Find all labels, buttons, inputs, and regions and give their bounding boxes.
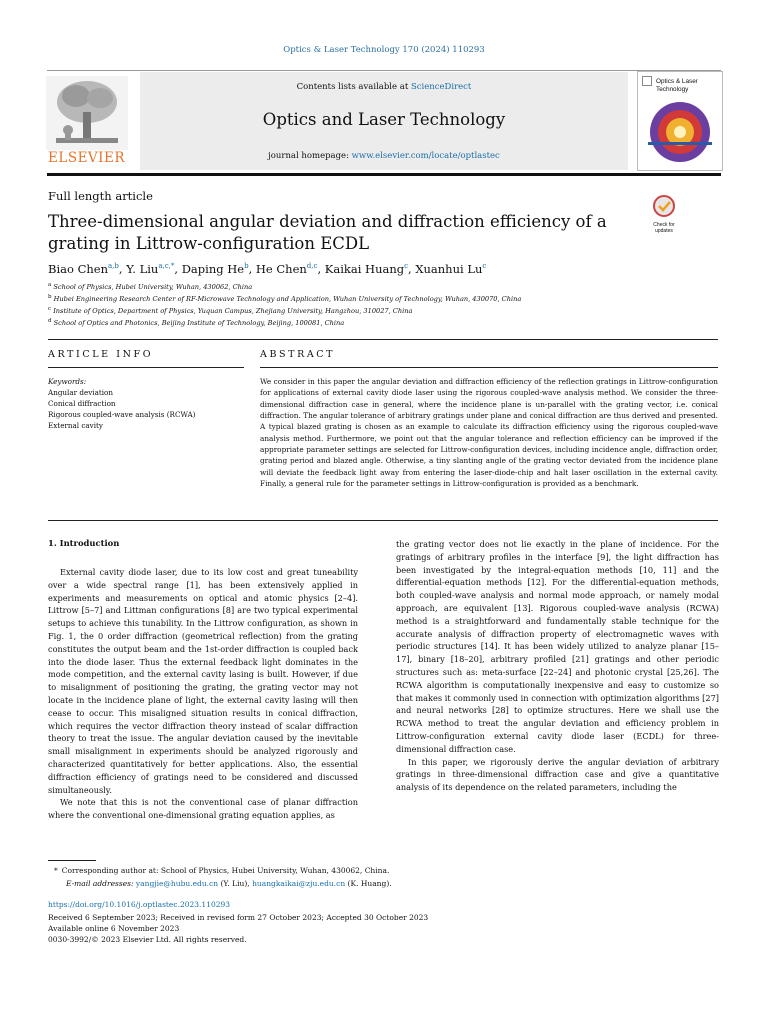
contents-prefix: Contents lists available at [296, 82, 411, 92]
author-list [48, 262, 486, 276]
section-divider [48, 339, 718, 340]
author-separator: , [174, 262, 182, 276]
header-bottom-rule [47, 173, 721, 176]
email-owner: (Y. Liu), [220, 879, 250, 888]
email-link[interactable]: yangjie@hubu.edu.cn [135, 879, 219, 888]
check-updates-icon [647, 194, 681, 218]
author-affil-mark[interactable]: b [244, 262, 249, 271]
journal-cover [637, 71, 723, 171]
author-name[interactable]: Kaikai Huang [324, 262, 405, 276]
author-separator: , [317, 262, 325, 276]
author-affil-mark[interactable]: a,c,* [158, 262, 175, 271]
affiliation-mark: b [48, 294, 52, 300]
author-name[interactable]: Biao Chen [48, 262, 108, 276]
article-type: Full length article [48, 189, 153, 203]
article-info-rule [48, 367, 244, 368]
keyword-item: Conical diffraction [48, 399, 116, 408]
author-affil-mark[interactable]: a,b [107, 262, 119, 271]
journal-reference[interactable]: Optics & Laser Technology 170 (2024) 110293 [283, 45, 485, 55]
check-updates-label: Check for updates [653, 222, 675, 234]
footnote-rule [48, 860, 96, 861]
author-affil-mark[interactable]: d,c [306, 262, 318, 271]
header-top-rule [47, 70, 721, 71]
affiliation-text: Hubei Engineering Research Center of RF-Microwave Technology and Application, Wuhan University of Technology, Wuhan, 430070, China [53, 295, 522, 304]
author-name[interactable]: Xuanhui Lu [415, 262, 483, 276]
left-column [48, 566, 358, 822]
introduction-heading: 1. Introduction [48, 538, 120, 548]
doi-link[interactable]: https://doi.org/10.1016/j.optlastec.2023.110293 [48, 900, 231, 909]
article-title: Three-dimensional angular deviation and diffraction efficiency of a grating in Littrow-configuration ECDL [48, 212, 607, 253]
affiliation-mark: d [48, 318, 52, 324]
abstract-heading: ABSTRACT [260, 349, 336, 360]
available-online: Available online 6 November 2023 [48, 924, 180, 933]
author-affil-mark[interactable]: c [404, 262, 409, 271]
author-separator: , [248, 262, 256, 276]
intro-paragraph: External cavity diode laser, due to its low cost and great tuneability over a wide spectral range [1], has been extensively applied in experiments and measurements on optical and atomic physics [2–4]. Littrow [5–7] and Littman configurations [8] are two typical experimental setups to achieve this tunability. In the Littrow configuration, as shown in Fig. 1, the 0 order diffraction (geometrical reflection) from the grating constitutes the output beam and the 1st-order diffraction is coupled back into the diode laser. Thus the external feedback light dominates in the mode competition, and the external cavity lasing is built. However, if due to misalignment of positioning the grating, the grating vector may not locate in the incidence plane of light, the external cavity lasing will then cease to occur. This misaligned situation results in conical diffraction, which requires the vector diffraction theory instead of scalar diffraction theory to treat the issue. The angular deviation caused by the inevitable small misalignment in experiments should be analyzed rigorously and characterized quantitatively for better applications. Also, the essential diffraction efficiency of gratings need to be considered and discussed simultaneously. [48, 567, 358, 795]
keywords-label: Keywords: [48, 377, 87, 386]
author-name[interactable]: He Chen [255, 262, 307, 276]
email-owner: (K. Huang). [347, 879, 392, 888]
affiliation-text: Institute of Optics, Department of Physics, Yuquan Campus, Zhejiang University, Hangzhou, 310027, China [53, 307, 413, 316]
author-name[interactable]: Y. Liu [126, 262, 159, 276]
cover-title: Optics & Laser Technology [656, 78, 698, 93]
affiliation-text: School of Physics, Hubei University, Wuhan, 430062, China [53, 283, 253, 292]
received-dates: Received 6 September 2023; Received in revised form 27 October 2023; Accepted 30 October 2023 [48, 913, 429, 922]
email-label: E-mail addresses: [66, 879, 134, 888]
journal-title: Optics and Laser Technology [262, 110, 506, 129]
affiliation-mark: c [48, 306, 52, 312]
right-column [396, 538, 719, 794]
intro-paragraph: We note that this is not the conventional case of planar diffraction where the conventional one-dimensional grating equation applies, as [48, 797, 358, 821]
abstract-bottom-rule [48, 520, 718, 521]
affiliation-text: School of Optics and Photonics, Beijing Institute of Technology, Beijing, 100081, China [53, 319, 345, 328]
publisher-name: ELSEVIER [48, 150, 126, 166]
homepage-prefix: journal homepage: [268, 151, 352, 161]
article-info-heading: ARTICLE INFO [48, 349, 154, 360]
author-affil-mark[interactable]: c [482, 262, 487, 271]
affiliation-mark: a [48, 282, 52, 288]
abstract-rule [260, 367, 718, 368]
homepage-link[interactable]: www.elsevier.com/locate/optlastec [351, 151, 500, 161]
affiliation [48, 294, 521, 303]
affiliation [48, 282, 252, 291]
corresponding-author-note [48, 866, 389, 875]
contents-line [140, 82, 628, 92]
author-name[interactable]: Daping He [181, 262, 245, 276]
affiliation [48, 306, 412, 315]
body-paragraph: In this paper, we rigorously derive the angular deviation of arbitrary gratings in three-dimensional diffraction case and give a quantitative analysis of its dependence on the related parameters, including the [396, 756, 719, 793]
affiliation [48, 318, 344, 327]
cover-logo-icon [642, 76, 652, 86]
author-separator: , [408, 262, 416, 276]
elsevier-tree-logo [46, 76, 128, 156]
keyword-item: Angular deviation [48, 388, 113, 397]
author-separator: , [118, 262, 127, 276]
cover-art-image [644, 98, 716, 164]
email-line [66, 879, 392, 888]
abstract-text: We consider in this paper the angular deviation and diffraction efficiency of the reflection gratings in Littrow-configuration for applications of external cavity diode laser using the rigorous coupled-wave analysis method. We consider the three-dimensional diffraction case in general, where the incidence plane is un-parallel with the grating vector, i.e. conical diffraction. The angular tolerance of arbitrary gratings under plane and conical diffraction are thus derived and presented. A typical blazed grating is chosen as an example to calculate its diffraction efficiency using the rigorous coupled-wave analysis method. Furthermore, we point out that the angular tolerance and reflection efficiency can be improved if the appropriate parameter settings are selected for Littrow-configuration devices, including incidence angle, diffraction order, grating period and blazed angle. Otherwise, a tiny slanting angle of the grating vector deviated from the incidence plane will deviate the feedback light away from entering the laser-diode-chip and halt laser oscillation in the external cavity. Finally, a general rule for the parameter settings in Littrow-configuration is provided as a benchmark. [260, 377, 718, 489]
body-paragraph: the grating vector does not lie exactly in the plane of incidence. For the gratings of arbitrary profiles in the interface [9], the light diffraction has been investigated by the integral-equation methods [10, 11] and the differential-equation methods [12]. For the differential-equation methods, both coupled-wave analysis and normal mode approach, or namely modal approach, are equivalent [13]. Rigorous coupled-wave analysis (RCWA) method is a straightforward and fundamentally stable technique for the accurate analysis of diffraction property of electromagnetic waves with periodic structures [14]. It has been widely utilized to analyze planar [15–17], binary [18–20], arbitrary profiled [21] gratings and other periodic structures such as: meta-surface [22–24] and photonic crystal [25,26]. The RCWA algorithm is computationally inexpensive and easy to customize so that makes it commonly used in connection with optimization algorithms [27] and neural networks [28] to optimize structures. Here we shall use the RCWA method to treat the angular deviation and efficiency problem in Littrow-configuration external cavity diode laser (ECDL) for three-dimensional diffraction case. [396, 539, 719, 754]
keyword-item: Rigorous coupled-wave analysis (RCWA) [48, 410, 196, 419]
homepage-line [140, 151, 628, 161]
sciencedirect-link[interactable]: ScienceDirect [410, 82, 472, 92]
copyright: 0030-3992/© 2023 Elsevier Ltd. All rights reserved. [48, 935, 247, 944]
email-link[interactable]: huangkaikai@zju.edu.cn [252, 879, 346, 888]
check-for-updates-button[interactable] [647, 194, 681, 234]
keyword-item: External cavity [48, 421, 103, 430]
corresponding-text: Corresponding author at: School of Physics, Hubei University, Wuhan, 430062, China. [61, 866, 390, 875]
footnote-asterisk: * [54, 866, 58, 875]
